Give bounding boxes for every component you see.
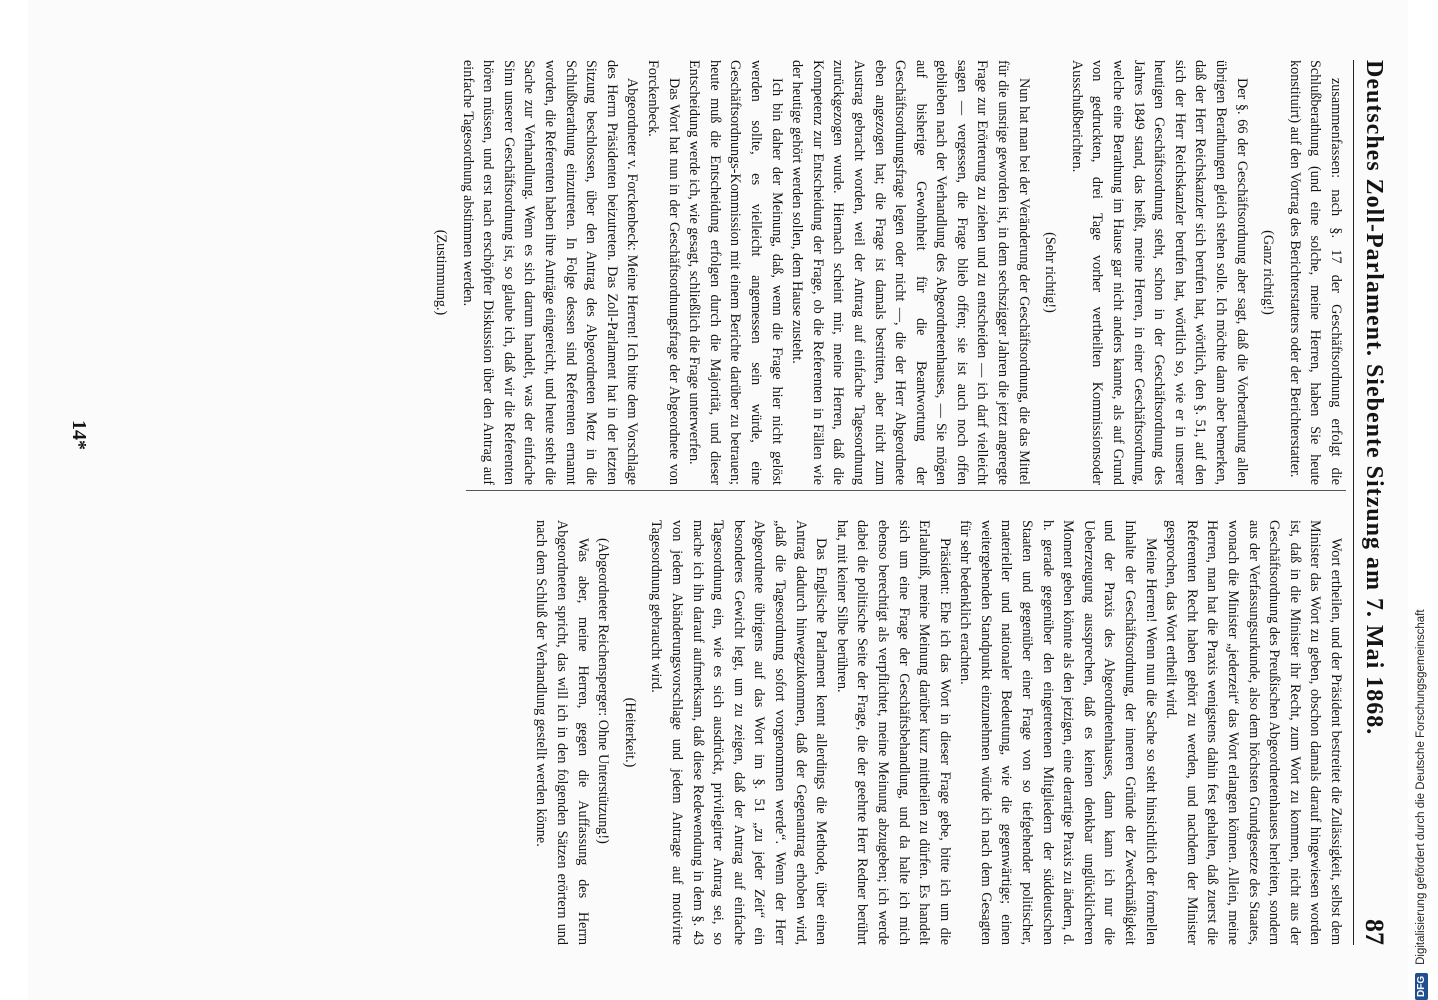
paragraph: Das Englische Parlament kennt allerdings die Methode, über einen Antrag dadurch hinwegzukommen, daß der Gegenantrag erhoben wird, „daß die Tagesordnung sofort vorgenommen werde“. Wenn der Herr Abgeordnete übrigens auf das Wort im §. 51 „zu jeder Zeit“ ein besonderes Gewicht legt, um zu zeigen, daß der Antrag auf einfache Tagesordnung ein, wie es sich ausdrückt, privilegirter Antrag sei, so mache ich ihn darauf aufmerksam, daß diese Redewendung in dem §. 43 von jedem Abänderungsvorschlage und jedem Antrage auf motivirte Tagesordnung gebraucht wird. (648, 520, 830, 945)
header-title: Deutsches Zoll-Parlament. Siebente Sitzung am 7. Mai 1868. (1361, 60, 1388, 736)
running-header (1353, 60, 1394, 945)
paragraph: Meine Herren! Wenn nun die Sache so steht hinsichtlich der formellen Inhalte der Geschäftsordnung, der inneren Gründe der Zweckmäßigkeit und der Praxis des Abgeordnetenhauses, dann kann ich nur die Ueberzeugung aussprechen, daß es keinen denkbar unglücklicheren Moment geben könnte als den jetzigen, eine derartige Praxis zu ändern, d. h. gerade gegenüber den eingetretenen Mitgliedern der süddeutschen Staaten und gegenüber einer Frage von so tiefgehender politischer, materieller und nationaler Bedeutung, wie die gegenwärtige; einen weitergehenden Standpunkt einzunehmen würde ich nach dem Gesagten für sehr bedenklich erachten. (957, 520, 1159, 945)
column-divider (466, 490, 1346, 491)
digitization-credit (1406, 10, 1436, 1000)
interjection: (Ganz richtig!) (1260, 230, 1277, 315)
interjection: (Heiterkeit.) (621, 697, 638, 768)
paragraph: Abgeordneter v. Forckenbeck: Meine Herren! Ich bitte dem Vorschlage des Herrn Präsidenten beizutreten. Das Zoll-Parlament hat in der letzten Sitzung beschlossen, über den Antrag des Abgeordneten Metz in die Schlußberathung einzutreten. In Folge dessen sind Referenten ernannt worden, die Referenten haben ihre Anträge eingereicht, und heute steht die Sache zur Verhandlung. Wenn es sich darum handelt, was der einfache Sinn unserer Geschäftsordnung ist, so glaube ich, daß wir die Referenten hören müssen, und erst nach erschöpfter Diskussion über den Antrag auf einfache Tagesordnung abstimmen werden. (459, 60, 641, 485)
paragraph: zusammenfassen: nach §. 17 der Geschäftsordnung erfolgt die Schlußberathung (und eine solche, meine Herren, haben Sie heute konstituirt) auf den Vortrag des Berichterstatters oder der Berichterstatter. (1286, 60, 1344, 485)
paragraph: Nun hat man bei der Veränderung der Geschäftsordnung, die das Mittel für die unsrige geworden ist, in dem sechszigger Jahren die jetzt angeregte Frage zur Erörterung zu ziehen und zu entscheiden — ich darf vielleicht sagen — vergessen, die Frage blieb offen; sie ist auch noch offen geblieben nach der Verhandlung des Abgeordnetenhauses, — Sie mögen auf bisherige Gewohnheit für die Beantwortung der Geschäftsordnungsfrage legen oder nicht —, die der Herr Abgeordnete eben angezogen hat; die Frage ist damals bestritten, aber nicht zum Austrag gebracht worden, weil der Antrag auf einfache Tagesordnung zurückgezogen wurde. Hiernach scheint mir, meine Herren, daß die Kompetenz zur Entscheidung der Frage, ob die Referenten in Fällen wie der heutige gehört werden sollen, dem Hause zusteht. (789, 60, 1032, 485)
text-column-right (533, 520, 1346, 945)
paragraph: Wort ertheilen, und der Präsident bestreitet die Zulässigkeit, selbst dem Minister das Wort zu geben, obschon damals darauf hingewiesen worden ist, daß in die Minister ihr Recht, zum Wort zu kommen, nicht aus der Geschäftsordnung des Preußischen Abgeordnetenhauses herleiten, sondern aus der Verfassungsurkunde, also dem höchsten Grundgesetze des Staates, wonach die Minister „jederzeit“ das Wort erlangen können. Allein, meine Herren, man hat die Praxis wenigstens dahin fest gehalten, daß zuerst die Referenten Recht haben gehört zu werden, und nachdem der Minister gesprochen, das Wort ertheilt wird. (1163, 520, 1344, 945)
text-column-left (433, 60, 1346, 485)
document-page (28, 0, 1408, 1000)
paragraph: Das Wort hat nun in der Geschäftsordnungsfrage der Abgeordnete von Forckenbeck. (645, 60, 682, 485)
signature-mark: 14* (68, 420, 90, 450)
paragraph: Ich bin daher der Meinung, daß, wenn die Frage hier nicht gelöst werden sollte, es vielleicht angemessen sein würde, eine Geschäftsordnungs-Kommission mit einem Berichte darüber zu betrauen; heute muß die Entscheidung erfolgen durch die Majorität, und dieser Entscheidung werde ich, wie gesagt, schließlich die Frage unterwerfen. (686, 60, 785, 485)
paragraph: Der §. 66 der Geschäftsordnung aber sagt, daß die Vorberathung allen übrigen Berathungen gleich stehen solle. Ich möchte dann aber bemerken, daß der Herr Reichskanzler sich berufen hat, wörtlich, den §. 51, auf den sich der Herr Reichskanzler berufen hat, wörtlich so, wie er in unserer heutigen Geschäftsordnung steht, schon in der Geschäftsordnung des Jahres 1849 stand, das heißt, meine Herren, in einer Geschäftsordnung, welche eine Berathung im Hause gar nicht anders kannte, als auf Grund von gedruckten, drei Tage vorher vertheilten Kommissionsoder Ausschußberichten. (1068, 60, 1250, 485)
paragraph: Präsident: Ehe ich das Wort in dieser Frage gebe, bitte ich um die Erlaubniß, meine Meinung darüber kurz mittheilen zu dürfen. Es handelt sich um eine Frage der Geschäftsbehandlung, und da halte ich mich ebenso berechtigt als verpflichtet, meine Meinung abzugeben; ich werde dabei die politische Seite der Frage, die der geehrte Herr Redner berührt hat, mit keiner Silbe berühren. (833, 520, 953, 945)
interjection: (Sehr richtig!) (1042, 232, 1059, 313)
paragraph: Was aber, meine Herren, gegen die Auffassung des Herrn Abgeordneten spricht, das will ich in den folgenden Sätzen erörtern und nach dem Schluß der Verhandlung gestellt werden könne. (533, 520, 591, 945)
page-number: 87 (1360, 919, 1389, 945)
interjection: (Zustimmung.) (433, 229, 450, 316)
credit-text: Digitalisierung gefördert durch die Deutsche Forschungsgemeinschaft (1415, 609, 1427, 965)
paragraph: (Abgeordneter Reichensperger: Ohne Unterstützung!) (595, 538, 612, 844)
dfg-logo: DFG (1415, 973, 1428, 1000)
